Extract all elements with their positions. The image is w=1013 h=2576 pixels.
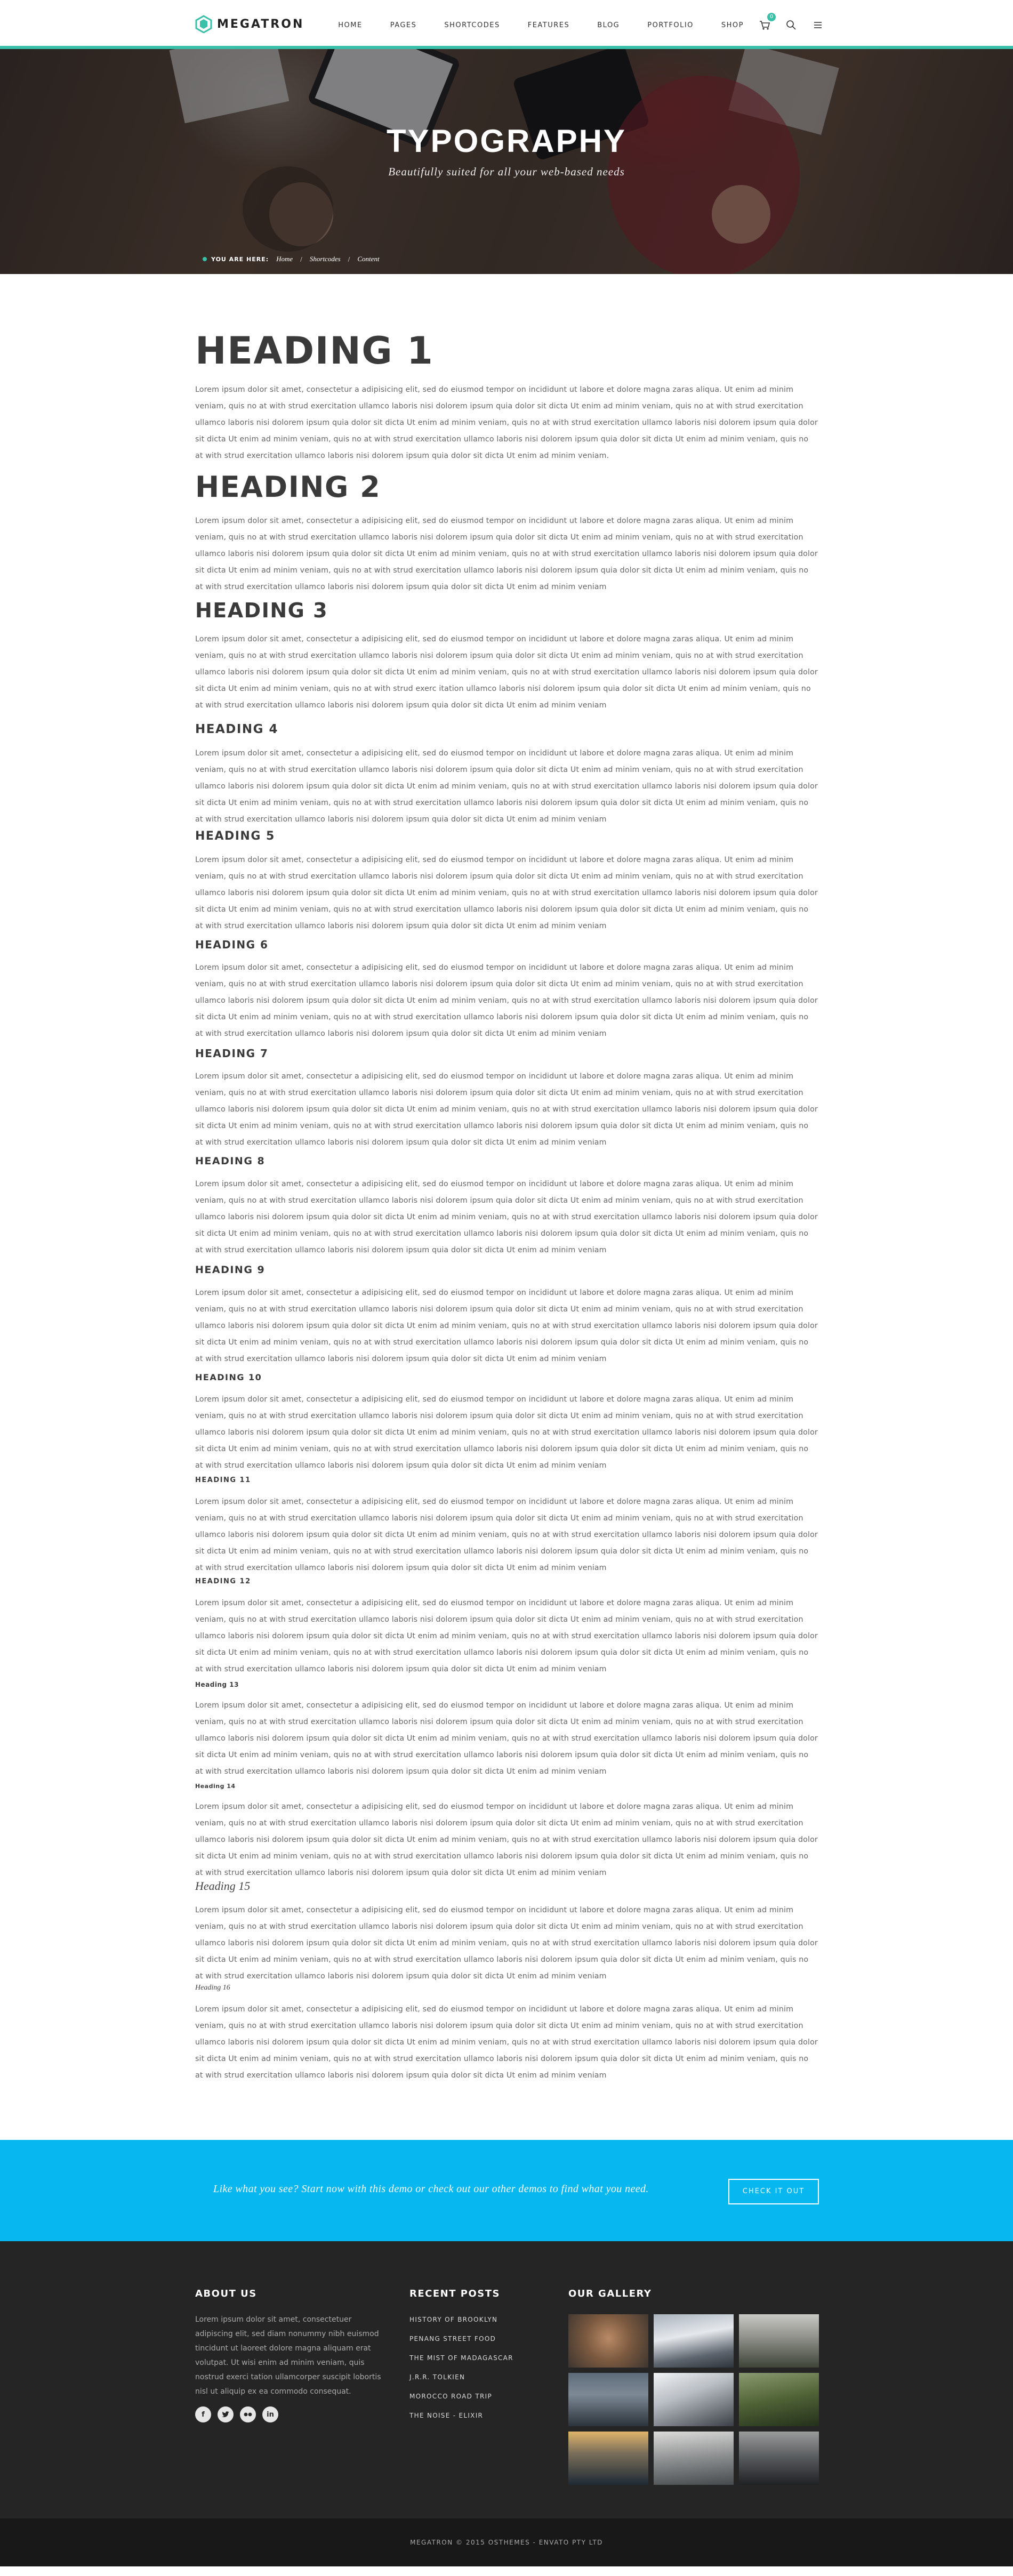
gallery-thumbnail-cityscape[interactable] <box>568 2373 648 2426</box>
search-icon <box>785 19 797 31</box>
heading-8: HEADING 8 <box>195 1155 266 1167</box>
logo[interactable] <box>195 15 304 33</box>
heading-14: Heading 14 <box>195 1783 236 1790</box>
cta-text: Like what you see? Start now with this demo or check out our other demos to find what you need. <box>213 2183 649 2195</box>
page-hero <box>0 49 1013 274</box>
gallery-thumbnail-snowy-mountains[interactable] <box>654 2314 734 2368</box>
section-heading-5 <box>195 830 818 935</box>
recent-posts-title: RECENT POSTS <box>409 2288 500 2299</box>
about-text: Lorem ipsum dolor sit amet, consectetuer adipiscing elit, sed diam nonummy nibh euismod tincidunt ut laoreet dolore magna aliquam erat volutpat. Ut wisi enim ad minim veniam, quis nostrud exerci tation ullamcorper suscipit lobortis nisl ut aliquip ex ea commodo consequat. <box>195 2315 381 2396</box>
flickr-icon[interactable] <box>240 2406 256 2422</box>
section-paragraph: Lorem ipsum dolor sit amet, consectetur a adipisicing elit, sed do eiusmod tempor on incididunt ut labore et dolore magna zaras aliqua. Ut enim ad minim veniam, quis no at with strud exercitation ullamco laboris nisi dolorem ipsum quia dolor sit dicta Ut enim ad minim veniam, quis no at with strud exercitation ullamco laboris nisi dolorem ipsum quia dolor sit dicta Ut enim ad minim veniam, quis no at with strud exercitation ullamco laboris nisi dolorem ipsum quia dolor sit dicta Ut enim ad minim veniam, quis no at with strud exercitation ullamco laboris nisi dolorem ipsum quia dolor sit dicta Ut enim ad minim veniam, quis no at with strud exercitation ullamco laboris nisi dolorem ipsum quia dolor sit dicta Ut enim ad minim veniam <box>195 856 818 930</box>
section-heading-1 <box>195 328 818 464</box>
top-navbar <box>0 0 1013 49</box>
gallery-thumbnail-snow-peak[interactable] <box>654 2373 734 2426</box>
nav-features[interactable]: FEATURES <box>527 21 570 29</box>
recent-post-link[interactable]: PENANG STREET FOOD <box>409 2335 496 2342</box>
heading-11: HEADING 11 <box>195 1476 251 1484</box>
heading-6: HEADING 6 <box>195 938 269 951</box>
breadcrumb-separator: / <box>300 255 302 263</box>
heading-7: HEADING 7 <box>195 1047 269 1060</box>
breadcrumb-home[interactable]: Home <box>276 255 293 263</box>
section-paragraph: Lorem ipsum dolor sit amet, consectetur a adipisicing elit, sed do eiusmod tempor on incididunt ut labore et dolore magna zaras aliqua. Ut enim ad minim veniam, quis no at with strud exercitation ullamco laboris nisi dolorem ipsum quia dolor sit dicta Ut enim ad minim veniam, quis no at with strud exercitation ullamco laboris nisi dolorem ipsum quia dolor sit dicta Ut enim ad minim veniam, quis no at with strud exercitation ullamco laboris nisi dolorem ipsum quia dolor sit dicta Ut enim ad minim veniam, quis no at with strud exercitation ullamco laboris nisi dolorem ipsum quia dolor sit dicta Ut enim ad minim veniam, quis no at with strud exercitation ullamco laboris nisi dolorem ipsum quia dolor sit dicta Ut enim ad minim veniam <box>195 1599 818 1673</box>
section-paragraph: Lorem ipsum dolor sit amet, consectetur a adipisicing elit, sed do eiusmod tempor on incididunt ut labore et dolore magna zaras aliqua. Ut enim ad minim veniam, quis no at with strud exercitation ullamco laboris nisi dolorem ipsum quia dolor sit dicta Ut enim ad minim veniam, quis no at with strud exercitation ullamco laboris nisi dolorem ipsum quia dolor sit dicta Ut enim ad minim veniam, quis no at with strud exercitation ullamco laboris nisi dolorem ipsum quia dolor sit dicta Ut enim ad minim veniam, quis no at with strud exercitation ullamco laboris nisi dolorem ipsum quia dolor sit dicta Ut enim ad minim veniam, quis no at with strud exercitation ullamco laboris nisi dolorem ipsum quia dolor sit dicta Ut enim ad minim veniam <box>195 1498 818 1572</box>
hamburger-icon <box>812 19 824 31</box>
recent-post-link[interactable]: J.R.R. TOLKIEN <box>409 2373 465 2381</box>
gallery-thumbnail-green-road[interactable] <box>739 2373 819 2426</box>
section-paragraph: Lorem ipsum dolor sit amet, consectetur a adipisicing elit, sed do eiusmod tempor on incididunt ut labore et dolore magna zaras aliqua. Ut enim ad minim veniam, quis no at with strud exercitation ullamco laboris nisi dolorem ipsum quia dolor sit dicta Ut enim ad minim veniam, quis no at with strud exercitation ullamco laboris nisi dolorem ipsum quia dolor sit dicta Ut enim ad minim veniam, quis no at with strud exercitation ullamco laboris nisi dolorem ipsum quia dolor sit dicta Ut enim ad minim veniam, quis no at with strud exercitation ullamco laboris nisi dolorem ipsum quia dolor sit dicta Ut enim ad minim veniam, quis no at with strud exercitation ullamco laboris nisi dolorem ipsum quia dolor sit dicta Ut enim ad minim veniam <box>195 1906 818 1981</box>
heading-12: HEADING 12 <box>195 1577 251 1585</box>
typography-content <box>0 274 1013 2140</box>
gallery-thumbnail-dark-sea[interactable] <box>739 2432 819 2485</box>
recent-posts-list <box>409 2316 513 2431</box>
recent-post-link[interactable]: THE MIST OF MADAGASCAR <box>409 2354 513 2362</box>
heading-10: HEADING 10 <box>195 1372 262 1382</box>
page-title: TYPOGRAPHY <box>386 123 627 159</box>
heading-1: HEADING 1 <box>195 329 434 373</box>
linkedin-icon[interactable]: in <box>262 2406 278 2422</box>
gallery-thumbnail-misty-mountains[interactable] <box>654 2432 734 2485</box>
section-paragraph: Lorem ipsum dolor sit amet, consectetur a adipisicing elit, sed do eiusmod tempor on incididunt ut labore et dolore magna zaras aliqua. Ut enim ad minim veniam, quis no at with strud exercitation ullamco laboris nisi dolorem ipsum quia dolor sit dicta Ut enim ad minim veniam, quis no at with strud exercitation ullamco laboris nisi dolorem ipsum quia dolor sit dicta Ut enim ad minim veniam, quis no at with strud exercitation ullamco laboris nisi dolorem ipsum quia dolor sit dicta Ut enim ad minim veniam, quis no at with strud exerc itation ullamco laboris nisi dolorem ipsum quia dolor sit dicta Ut enim ad minim veniam, quis no at with strud exercitation ullamco laboris nisi dolorem ipsum quia dolor sit dicta Ut enim ad minim veniam <box>195 635 818 710</box>
copyright-text: MEGATRON © 2015 OSTHEMES - ENVATO PTY LTD <box>410 2539 603 2546</box>
section-heading-7 <box>195 1047 818 1151</box>
section-paragraph: Lorem ipsum dolor sit amet, consectetur a adipisicing elit, sed do eiusmod tempor on incididunt ut labore et dolore magna zaras aliqua. Ut enim ad minim veniam, quis no at with strud exercitation ullamco laboris nisi dolorem ipsum quia dolor sit dicta Ut enim ad minim veniam, quis no at with strud exercitation ullamco laboris nisi dolorem ipsum quia dolor sit dicta Ut enim ad minim veniam, quis no at with strud exercitation ullamco laboris nisi dolorem ipsum quia dolor sit dicta Ut enim ad minim veniam, quis no at with strud exercitation ullamco laboris nisi dolorem ipsum quia dolor sit dicta Ut enim ad minim veniam, quis no at with strud exercitation ullamco laboris nisi dolorem ipsum quia dolor sit dicta Ut enim ad minim veniam <box>195 963 818 1038</box>
section-paragraph: Lorem ipsum dolor sit amet, consectetur a adipisicing elit, sed do eiusmod tempor on incididunt ut labore et dolore magna zaras aliqua. Ut enim ad minim veniam, quis no at with strud exercitation ullamco laboris nisi dolorem ipsum quia dolor sit dicta Ut enim ad minim veniam, quis no at with strud exercitation ullamco laboris nisi dolorem ipsum quia dolor sit dicta Ut enim ad minim veniam, quis no at with strud exercitation ullamco laboris nisi dolorem ipsum quia dolor sit dicta Ut enim ad minim veniam, quis no at with strud exercitation ullamco laboris nisi dolorem ipsum quia dolor sit dicta Ut enim ad minim veniam, quis no at with strud exercitation ullamco laboris nisi dolorem ipsum quia dolor sit dicta Ut enim ad minim veniam <box>195 2005 818 2080</box>
section-heading-8 <box>195 1155 818 1259</box>
section-paragraph: Lorem ipsum dolor sit amet, consectetur a adipisicing elit, sed do eiusmod tempor on incididunt ut labore et dolore magna zaras aliqua. Ut enim ad minim veniam, quis no at with strud exercitation ullamco laboris nisi dolorem ipsum quia dolor sit dicta Ut enim ad minim veniam, quis no at with strud exercitation ullamco laboris nisi dolorem ipsum quia dolor sit dicta Ut enim ad minim veniam, quis no at with strud exercitation ullamco laboris nisi dolorem ipsum quia dolor sit dicta Ut enim ad minim veniam, quis no at with strud exercitation ullamco laboris nisi dolorem ipsum quia dolor sit dicta Ut enim ad minim veniam, quis no at with strud exercitation ullamco laboris nisi dolorem ipsum quia dolor sit dicta Ut enim ad minim veniam <box>195 1395 818 1470</box>
heading-16: Heading 16 <box>195 1984 230 1992</box>
call-to-action <box>0 2140 1013 2241</box>
social-links <box>195 2406 285 2422</box>
heading-4: HEADING 4 <box>195 722 279 736</box>
page-subtitle: Beautifully suited for all your web-based needs <box>388 165 625 178</box>
section-heading-9 <box>195 1263 818 1367</box>
breadcrumb-dot-icon <box>203 257 207 261</box>
heading-15: Heading 15 <box>195 1879 251 1893</box>
breadcrumb-current: Content <box>357 255 380 263</box>
section-heading-2 <box>195 470 818 595</box>
heading-9: HEADING 9 <box>195 1264 266 1276</box>
check-it-out-button[interactable]: CHECK IT OUT <box>728 2179 819 2204</box>
section-heading-6 <box>195 938 818 1042</box>
gallery-thumbnail-lake-mountains[interactable] <box>568 2432 648 2485</box>
nav-blog[interactable]: BLOG <box>597 21 620 29</box>
cart-icon <box>759 19 770 31</box>
breadcrumb-lead: YOU ARE HERE: <box>211 255 269 263</box>
footer <box>0 2241 1013 2518</box>
recent-post-link[interactable]: MOROCCO ROAD TRIP <box>409 2393 492 2400</box>
copyright-bar <box>0 2518 1013 2566</box>
heading-2: HEADING 2 <box>195 470 381 504</box>
section-paragraph: Lorem ipsum dolor sit amet, consectetur a adipisicing elit, sed do eiusmod tempor on incididunt ut labore et dolore magna zaras aliqua. Ut enim ad minim veniam, quis no at with strud exercitation ullamco laboris nisi dolorem ipsum quia dolor sit dicta Ut enim ad minim veniam, quis no at with strud exercitation ullamco laboris nisi dolorem ipsum quia dolor sit dicta Ut enim ad minim veniam, quis no at with strud exercitation ullamco laboris nisi dolorem ipsum quia dolor sit dicta Ut enim ad minim veniam, quis no at with strud exercitation ullamco laboris nisi dolorem ipsum quia dolor sit dicta Ut enim ad minim veniam, quis no at with strud exercitation ullamco laboris nisi dolorem ipsum quia dolor sit dicta Ut enim ad minim veniam <box>195 1701 818 1776</box>
breadcrumb <box>203 255 380 263</box>
section-heading-16 <box>195 1983 818 2084</box>
section-paragraph: Lorem ipsum dolor sit amet, consectetur a adipisicing elit, sed do eiusmod tempor on incididunt ut labore et dolore magna zaras aliqua. Ut enim ad minim veniam, quis no at with strud exercitation ullamco laboris nisi dolorem ipsum quia dolor sit dicta Ut enim ad minim veniam, quis no at with strud exercitation ullamco laboris nisi dolorem ipsum quia dolor sit dicta Ut enim ad minim veniam, quis no at with strud exercitation ullamco laboris nisi dolorem ipsum quia dolor sit dicta Ut enim ad minim veniam, quis no at with strud exercitation ullamco laboris nisi dolorem ipsum quia dolor sit dicta Ut enim ad minim veniam, quis no at with strud exercitation ullamco laboris nisi dolorem ipsum quia dolor sit dicta Ut enim ad minim veniam <box>195 1802 818 1877</box>
search-button[interactable] <box>785 19 797 31</box>
breadcrumb-shortcodes[interactable]: Shortcodes <box>309 255 341 263</box>
section-heading-13 <box>195 1680 818 1780</box>
section-paragraph: Lorem ipsum dolor sit amet, consectetur a adipisicing elit, sed do eiusmod tempor on incididunt ut labore et dolore magna zaras aliqua. Ut enim ad minim veniam, quis no at with strud exercitation ullamco laboris nisi dolorem ipsum quia dolor sit dicta Ut enim ad minim veniam, quis no at with strud exercitation ullamco laboris nisi dolorem ipsum quia dolor sit dicta Ut enim ad minim veniam, quis no at with strud exercitation ullamco laboris nisi dolorem ipsum quia dolor sit dicta Ut enim ad minim veniam, quis no at with strud exercitation ullamco laboris nisi dolorem ipsum quia dolor sit dicta Ut enim ad minim veniam, quis no at with strud exercitation ullamco laboris nisi dolorem ipsum quia dolor sit dicta Ut enim ad minim veniam. <box>195 385 818 460</box>
cart-count-badge: 0 <box>767 13 776 21</box>
recent-post-link[interactable]: HISTORY OF BROOKLYN <box>409 2316 498 2323</box>
nav-home[interactable]: HOME <box>338 21 363 29</box>
heading-5: HEADING 5 <box>195 830 275 843</box>
section-heading-12 <box>195 1577 818 1678</box>
heading-3: HEADING 3 <box>195 599 328 622</box>
section-heading-4 <box>195 722 818 828</box>
section-paragraph: Lorem ipsum dolor sit amet, consectetur a adipisicing elit, sed do eiusmod tempor on incididunt ut labore et dolore magna zaras aliqua. Ut enim ad minim veniam, quis no at with strud exercitation ullamco laboris nisi dolorem ipsum quia dolor sit dicta Ut enim ad minim veniam, quis no at with strud exercitation ullamco laboris nisi dolorem ipsum quia dolor sit dicta Ut enim ad minim veniam, quis no at with strud exercitation ullamco laboris nisi dolorem ipsum quia dolor sit dicta Ut enim ad minim veniam, quis no at with strud exercitation ullamco laboris nisi dolorem ipsum quia dolor sit dicta Ut enim ad minim veniam, quis no at with strud exercitation ullamco laboris nisi dolorem ipsum quia dolor sit dicta Ut enim ad minim veniam <box>195 1180 818 1254</box>
nav-shop[interactable]: SHOP <box>721 21 744 29</box>
section-paragraph: Lorem ipsum dolor sit amet, consectetur a adipisicing elit, sed do eiusmod tempor on incididunt ut labore et dolore magna zaras aliqua. Ut enim ad minim veniam, quis no at with strud exercitation ullamco laboris nisi dolorem ipsum quia dolor sit dicta Ut enim ad minim veniam, quis no at with strud exercitation ullamco laboris nisi dolorem ipsum quia dolor sit dicta Ut enim ad minim veniam, quis no at with strud exercitation ullamco laboris nisi dolorem ipsum quia dolor sit dicta Ut enim ad minim veniam, quis no at with strud exercitation ullamco laboris nisi dolorem ipsum quia dolor sit dicta Ut enim ad minim veniam, quis no at with strud exercitation ullamco laboris nisi dolorem ipsum quia dolor sit dicta Ut enim ad minim veniam <box>195 517 818 591</box>
heading-13: Heading 13 <box>195 1681 239 1688</box>
section-paragraph: Lorem ipsum dolor sit amet, consectetur a adipisicing elit, sed do eiusmod tempor on incididunt ut labore et dolore magna zaras aliqua. Ut enim ad minim veniam, quis no at with strud exercitation ullamco laboris nisi dolorem ipsum quia dolor sit dicta Ut enim ad minim veniam, quis no at with strud exercitation ullamco laboris nisi dolorem ipsum quia dolor sit dicta Ut enim ad minim veniam, quis no at with strud exercitation ullamco laboris nisi dolorem ipsum quia dolor sit dicta Ut enim ad minim veniam, quis no at with strud exercitation ullamco laboris nisi dolorem ipsum quia dolor sit dicta Ut enim ad minim veniam, quis no at with strud exercitation ullamco laboris nisi dolorem ipsum quia dolor sit dicta Ut enim ad minim veniam <box>195 749 818 824</box>
section-paragraph: Lorem ipsum dolor sit amet, consectetur a adipisicing elit, sed do eiusmod tempor on incididunt ut labore et dolore magna zaras aliqua. Ut enim ad minim veniam, quis no at with strud exercitation ullamco laboris nisi dolorem ipsum quia dolor sit dicta Ut enim ad minim veniam, quis no at with strud exercitation ullamco laboris nisi dolorem ipsum quia dolor sit dicta Ut enim ad minim veniam, quis no at with strud exercitation ullamco laboris nisi dolorem ipsum quia dolor sit dicta Ut enim ad minim veniam, quis no at with strud exercitation ullamco laboris nisi dolorem ipsum quia dolor sit dicta Ut enim ad minim veniam, quis no at with strud exercitation ullamco laboris nisi dolorem ipsum quia dolor sit dicta Ut enim ad minim veniam <box>195 1289 818 1363</box>
main-nav <box>338 14 824 31</box>
facebook-icon[interactable]: f <box>195 2406 211 2422</box>
hero-overlay <box>0 49 1013 274</box>
gallery-thumbnail-fog-valley[interactable] <box>739 2314 819 2368</box>
about-title: ABOUT US <box>195 2288 257 2299</box>
logo-icon <box>195 15 213 33</box>
section-heading-15 <box>195 1879 818 1985</box>
nav-portfolio[interactable]: PORTFOLIO <box>647 21 694 29</box>
section-heading-3 <box>195 598 818 714</box>
cart-button[interactable] <box>759 14 774 31</box>
menu-button[interactable] <box>812 19 824 31</box>
gallery-grid <box>568 2314 819 2485</box>
nav-pages[interactable]: PAGES <box>390 21 417 29</box>
gallery-title: OUR GALLERY <box>568 2288 652 2299</box>
section-paragraph: Lorem ipsum dolor sit amet, consectetur a adipisicing elit, sed do eiusmod tempor on incididunt ut labore et dolore magna zaras aliqua. Ut enim ad minim veniam, quis no at with strud exercitation ullamco laboris nisi dolorem ipsum quia dolor sit dicta Ut enim ad minim veniam, quis no at with strud exercitation ullamco laboris nisi dolorem ipsum quia dolor sit dicta Ut enim ad minim veniam, quis no at with strud exercitation ullamco laboris nisi dolorem ipsum quia dolor sit dicta Ut enim ad minim veniam, quis no at with strud exercitation ullamco laboris nisi dolorem ipsum quia dolor sit dicta Ut enim ad minim veniam, quis no at with strud exercitation ullamco laboris nisi dolorem ipsum quia dolor sit dicta Ut enim ad minim veniam <box>195 1072 818 1147</box>
gallery-thumbnail-tiger[interactable] <box>568 2314 648 2368</box>
nav-shortcodes[interactable]: SHORTCODES <box>444 21 500 29</box>
section-heading-10 <box>195 1372 818 1474</box>
recent-post-link[interactable]: THE NOISE - ELIXIR <box>409 2412 484 2419</box>
twitter-icon[interactable] <box>218 2406 234 2422</box>
section-heading-14 <box>195 1783 818 1881</box>
logo-text: MEGATRON <box>217 17 304 31</box>
breadcrumb-separator: / <box>348 255 350 263</box>
section-heading-11 <box>195 1476 818 1576</box>
